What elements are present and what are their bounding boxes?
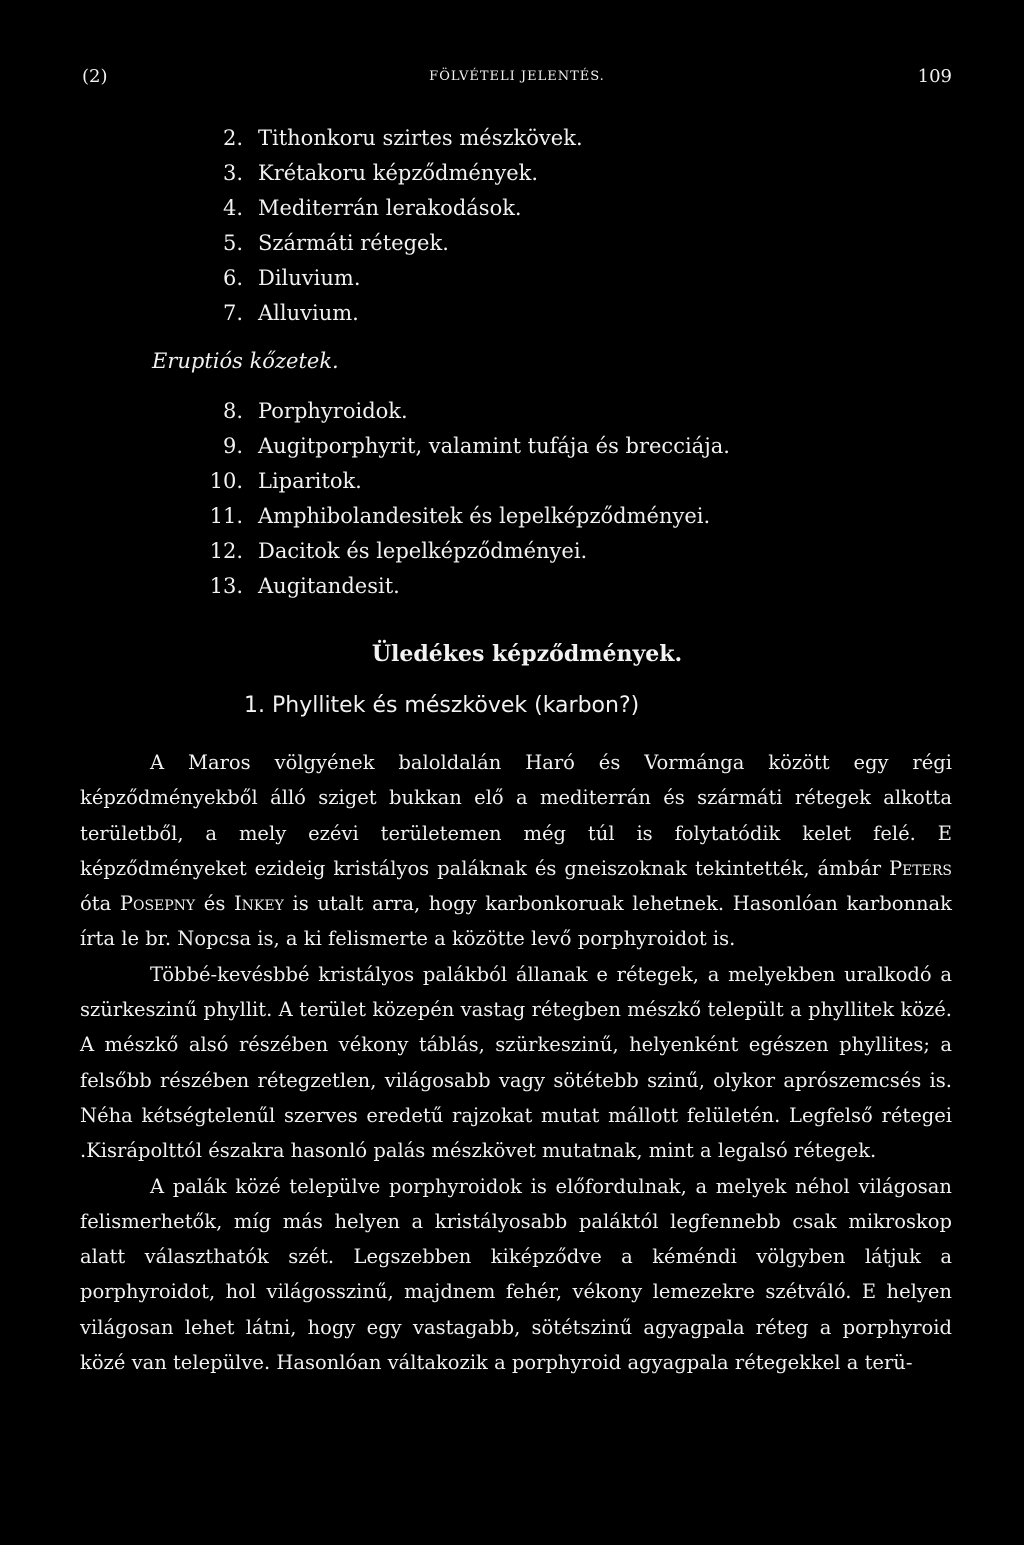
list-item-number: 10. bbox=[209, 469, 243, 493]
paragraph-text: és bbox=[195, 892, 234, 916]
paragraph-text: óta bbox=[80, 892, 120, 916]
subsection-title: 1. Phyllitek és mészkövek (karbon?) bbox=[244, 693, 640, 718]
list-item bbox=[0, 533, 1024, 569]
author-name: Inkey bbox=[233, 892, 284, 916]
list-item-text: Dacitok és lepelképződményei. bbox=[258, 539, 588, 563]
list-item bbox=[0, 295, 1024, 331]
header-page-number: 109 bbox=[917, 66, 952, 87]
list-item-number: 5. bbox=[222, 231, 243, 255]
list-item-text: Augitporphyrit, valamint tufája és brecciája. bbox=[258, 434, 730, 458]
list-item-text: Krétakoru képződmények. bbox=[258, 161, 539, 185]
paragraph: Többé-kevésbbé kristályos palákból állanak e rétegek, a melyekben uralkodó a szürkeszinű phyllit. A terület közepén vastag rétegben mészkő települt a phyllitek közé. A mészkő alsó részében vékony táblás, szürkeszinű, helyenként egészen phyllites; a felsőbb részében rétegzetlen, világosabb vagy sötétebb szinű, olykor aprószemcsés is. Néha kétségtelenűl szerves eredetű rajzokat mutat mállott felületén. Legfelső rétegei .Kisrápolttól északra hasonló palás mészkövet mutatnak, mint a legalsó rétegek. bbox=[80, 962, 952, 1163]
list-item-text: Alluvium. bbox=[258, 301, 359, 325]
author-name: Peters bbox=[888, 856, 952, 880]
list-item-number: 4. bbox=[222, 196, 243, 220]
paragraph-text: A Maros völgyének baloldalán Haró és Vormánga között egy régi képződményekből álló sziget bukkan elő a mediterrán és szármáti rétegek alkotta területből, a mely ezévi területemen még túl is folytatódik kelet felé. E képződményeket ezideig kristályos paláknak és gneiszoknak tekintették, ámbár bbox=[80, 751, 952, 880]
list-item-number: 9. bbox=[222, 434, 243, 458]
list-item-text: Augitandesit. bbox=[258, 574, 400, 598]
list-item-text: Porphyroidok. bbox=[258, 399, 408, 423]
list-item bbox=[0, 155, 1024, 191]
list-item-number: 12. bbox=[209, 539, 243, 563]
header-running-title: FÖLVÉTELI JELENTÉS. bbox=[429, 69, 605, 84]
list-item bbox=[0, 225, 1024, 261]
list-item-number: 8. bbox=[222, 399, 243, 423]
list-item-number: 13. bbox=[209, 574, 243, 598]
list-item-text: Diluvium. bbox=[258, 266, 361, 290]
list-item-number: 2. bbox=[222, 126, 243, 150]
section-title: Üledékes képződmények. bbox=[371, 641, 683, 667]
list-item-number: 11. bbox=[209, 504, 243, 528]
list-item bbox=[0, 120, 1024, 156]
list-item bbox=[0, 568, 1024, 604]
eruptive-rocks-heading: Eruptiós kőzetek. bbox=[152, 349, 339, 373]
list-item-text: Mediterrán lerakodások. bbox=[258, 196, 522, 220]
list-item bbox=[0, 428, 1024, 464]
list-item-text: Tithonkoru szirtes mészkövek. bbox=[258, 126, 583, 150]
body-text bbox=[80, 745, 952, 1380]
list-item-text: Liparitok. bbox=[258, 469, 362, 493]
list-item bbox=[0, 393, 1024, 429]
paragraph bbox=[80, 745, 952, 957]
list-item bbox=[0, 498, 1024, 534]
author-name: Posepny bbox=[119, 892, 196, 916]
header-section-number: (2) bbox=[82, 66, 108, 87]
list-item bbox=[0, 463, 1024, 499]
list-item-number: 3. bbox=[222, 161, 243, 185]
list-item bbox=[0, 190, 1024, 226]
list-item-text: Amphibolandesitek és lepelképződményei. bbox=[258, 504, 711, 528]
list-item-text: Szármáti rétegek. bbox=[258, 231, 449, 255]
list-item-number: 6. bbox=[222, 266, 243, 290]
list-item bbox=[0, 260, 1024, 296]
paragraph: A palák közé települve porphyroidok is előfordulnak, a melyek néhol világosan felismerhetők, míg más helyen a kristályosabb paláktól legfennebb csak mikroskop alatt választhatók szét. Legszebben kiképződve a kéméndi völgyben látjuk a porphyroidot, hol világosszinű, majdnem fehér, vékony lemezekre szétváló. E helyen világosan lehet látni, hogy egy vastagabb, sötétszinű agyagpala réteg a porphyroid közé van települve. Hasonlóan váltakozik a porphyroid agyagpala rétegekkel a terü- bbox=[80, 1174, 952, 1375]
paragraph-text: is utalt arra, hogy karbonkoruak lehetnek. Hasonlóan karbonnak írta le br. Nopcsa is, a ki felismerte a közötte levő porphyroidot is. bbox=[80, 892, 952, 951]
list-item-number: 7. bbox=[222, 301, 243, 325]
page-header bbox=[82, 66, 952, 96]
